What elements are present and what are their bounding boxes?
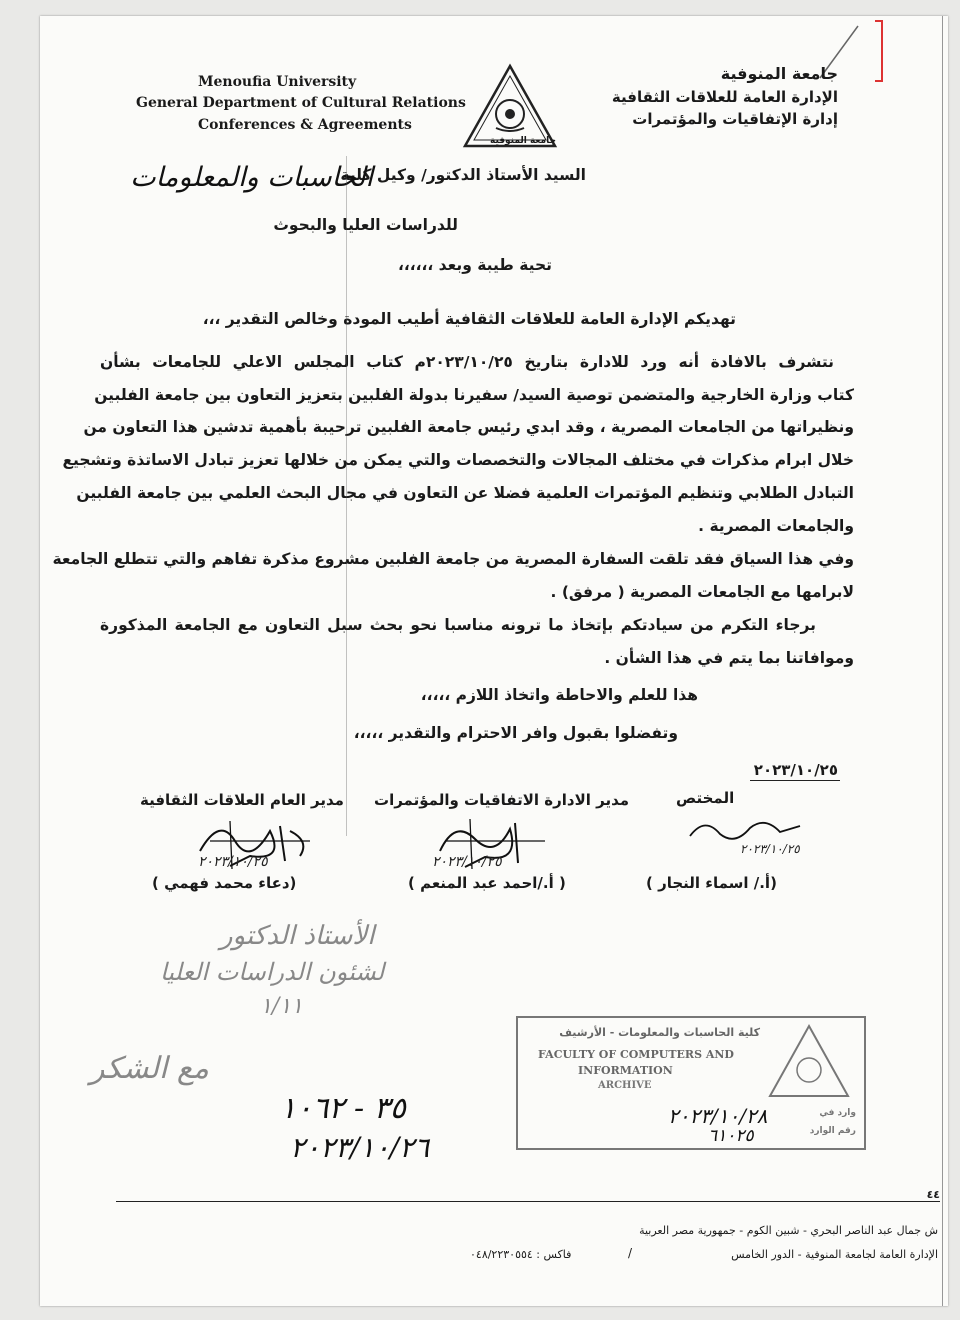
logo-caption: جامعة المنوفية	[490, 136, 556, 146]
signature-title-officer: المختص	[676, 789, 735, 807]
document-page	[40, 16, 948, 1306]
signature-title-general-director: مدير العام العلاقات الثقافية	[140, 791, 344, 809]
paragraph1-line5: التبادل الطلابي وتنظيم المؤتمرات العلمية فضلا عن التعاون في مجال البحث العلمي بين جامعة الفلبين	[76, 484, 854, 502]
paragraph3-last-line: وموافاتنا بما يتم في هذا الشأن .	[604, 649, 854, 667]
handwritten-note-line1: الأستاذ الدكتور	[220, 921, 375, 951]
paragraph1-line4: خلال ابرام مذكرات في مختلف المجالات والتخصصات والتي يمكن من خلالها تعزيز تبادل الاساتذة وتشجيع	[62, 451, 854, 469]
scan-line-right	[942, 16, 943, 1306]
handwritten-note-line4: مع الشكر	[90, 1051, 209, 1086]
greeting: تحية طيبة وبعد ،،،،،،	[397, 256, 552, 274]
signature-title-agreements-director: مدير الادارة الاتفاقيات والمؤتمرات	[374, 791, 630, 809]
handwritten-incoming-number: ٣٥ - ١٠٦٢	[280, 1091, 406, 1126]
stamp-label-incoming: وارد في	[819, 1108, 856, 1118]
intro-line: تهديكم الإدارة العامة للعلاقات الثقافية أطيب المودة وخالص التقدير ،،،	[202, 310, 736, 328]
footer-separator: /	[628, 1246, 633, 1260]
stamp-arabic-title: كلية الحاسبات والمعلومات - الأرشيف	[559, 1026, 760, 1039]
footer-page-code: ٤٤	[926, 1188, 940, 1201]
closing-line1: هذا للعلم والاحاطة واتخاذ اللازم ،،،،،	[420, 686, 698, 704]
scan-line-center	[346, 156, 347, 836]
stamp-english-line3: ARCHIVE	[598, 1080, 652, 1091]
paragraph2-last-line: لابرامها مع الجامعات المصرية ( مرفق) .	[550, 583, 854, 601]
signature-name-general-director: (دعاء محمد فهمي )	[152, 874, 297, 892]
handwritten-note-line2: لشئون الدراسات العليا	[160, 958, 385, 986]
signature-name-agreements-director: ( أ./احمد عبد المنعم )	[408, 874, 566, 892]
signature-name-officer: (أ./ اسماء النجار )	[646, 874, 777, 892]
footer-fax: فاكس : ٠٤٨/٢٢٣٠٥٥٤	[470, 1248, 572, 1261]
paragraph3-line1: برجاء التكرم من سيادتكم بإتخاذ ما ترونه مناسبا نحو بحث سبل التعاون مع الجامعة المذكورة	[100, 616, 816, 634]
paragraph1-last-line: والجامعات المصرية .	[698, 517, 854, 535]
closing-line2: وتفضلوا بقبول وافر الاحترام والتقدير ،،،،،	[353, 724, 678, 742]
stamp-english-line2: INFORMATION	[578, 1064, 673, 1077]
header-en-unit: Conferences & Agreements	[198, 117, 412, 133]
header-ar-unit: إدارة الإتفاقيات والمؤتمرات	[632, 110, 838, 128]
paragraph1-line1: نتشرف بالافادة أنه ورد للادارة بتاريخ ٢٠٢٣/١٠/٢٥م كتاب المجلس الاعلي للجامعات بشأن	[100, 353, 835, 371]
footer-rule	[116, 1201, 940, 1202]
footer-address: ش جمال عبد الناصر البحري - شبين الكوم - جمهورية مصر العربية	[639, 1224, 938, 1237]
stamp-handwritten-number: ٦١٠٢٥	[708, 1126, 754, 1146]
stamp-handwritten-date: ٢٠٢٣/١٠/٢٨	[668, 1104, 768, 1128]
stamp-english-line1: FACULTY OF COMPUTERS AND	[538, 1048, 734, 1061]
handwritten-incoming-date: ٢٠٢٣/١٠/٢٦	[290, 1131, 430, 1164]
date-underline	[750, 780, 840, 781]
archive-stamp	[516, 1016, 866, 1150]
header-en-university: Menoufia University	[198, 74, 357, 90]
header-ar-university: جامعة المنوفية	[720, 64, 838, 83]
paragraph1-line2: كتاب وزارة الخارجية والمتضمن توصية السيد/ سفيرنا بدولة الفلبين بتعزيز التعاون بين جامعة الفلبين	[94, 386, 854, 404]
paragraph2-line1: وفي هذا السياق فقد تلقت السفارة المصرية من جامعة الفلبين مشروع مذكرة تفاهم والتي تتطلع الجامعة	[52, 550, 854, 568]
footer-office: الإدارة العامة لجامعة المنوفية - الدور الخامس	[731, 1248, 938, 1261]
header-en-department: General Department of Cultural Relations	[136, 95, 466, 111]
addressee-line2: للدراسات العليا والبحوث	[273, 216, 458, 234]
header-ar-department: الإدارة العامة للعلاقات الثقافية	[611, 88, 838, 106]
signature-agreements-director-date: ٢٠٢٣/١٠/٢٥	[432, 854, 502, 870]
signature-officer-date: ٢٠٢٣/١٠/٢٥	[740, 842, 800, 856]
paragraph1-line3: ونظيراتها من الجامعات المصرية ، وقد ابدي رئيس جامعة الفلبين ترحيبة بأهمية تدشين هذا التعاون من	[83, 418, 854, 436]
red-edge-mark	[875, 20, 883, 82]
stamp-emblem-icon	[766, 1022, 852, 1102]
handwritten-faculty-name: الحاسبات والمعلومات	[130, 162, 373, 193]
handwritten-note-line3: ١/١١	[260, 994, 303, 1019]
signature-general-director-date: ٢٠٢٣/١٠/٢٥	[198, 854, 268, 870]
letter-date: ٢٠٢٣/١٠/٢٥	[753, 761, 838, 779]
stamp-label-number: رقم الوارد	[809, 1126, 856, 1136]
addressee-line1: السيد الأستاذ الدكتور/ وكيل كلية	[340, 166, 586, 184]
